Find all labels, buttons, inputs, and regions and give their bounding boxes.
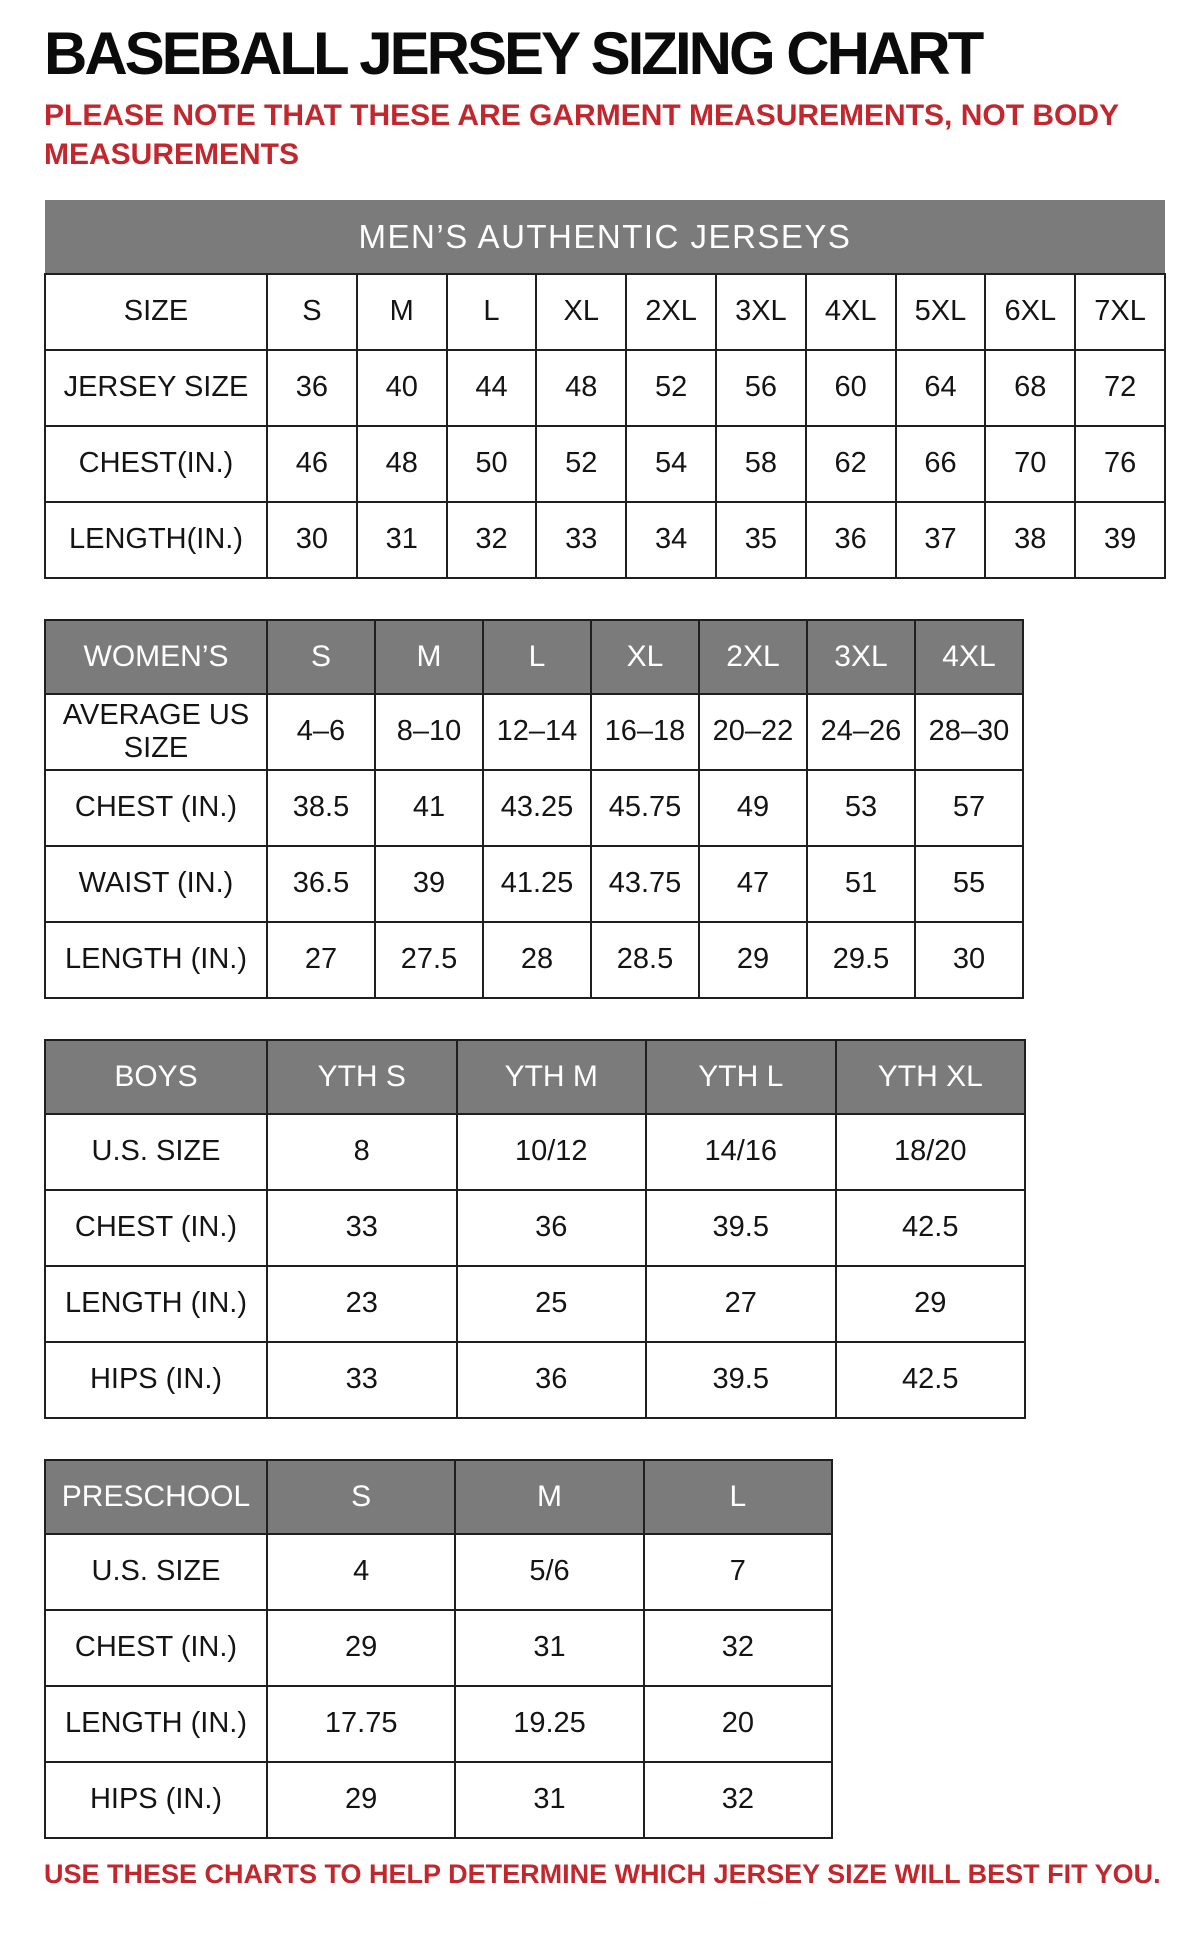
col-header: PRESCHOOL: [45, 1460, 267, 1534]
row-label: SIZE: [45, 274, 267, 350]
col-header: S: [267, 620, 375, 694]
col-header: 3XL: [716, 274, 806, 350]
table-row: [45, 1266, 1025, 1342]
table-cell: 76: [1075, 426, 1165, 502]
table-cell: 28–30: [915, 694, 1023, 770]
table-cell: 66: [896, 426, 986, 502]
table-cell: 27.5: [375, 922, 483, 998]
table-cell: 36: [457, 1190, 647, 1266]
table-cell: 10/12: [457, 1114, 647, 1190]
note-text: PLEASE NOTE THAT THESE ARE GARMENT MEASUREMENTS, NOT BODY MEASUREMENTS: [44, 99, 1119, 171]
col-header: XL: [536, 274, 626, 350]
table-cell: 41: [375, 770, 483, 846]
table-row: [45, 1342, 1025, 1418]
womens-table: [44, 619, 1024, 999]
table-cell: 47: [699, 846, 807, 922]
row-label: CHEST(IN.): [45, 426, 267, 502]
table-cell: 53: [807, 770, 915, 846]
col-header: L: [483, 620, 591, 694]
table-cell: 58: [716, 426, 806, 502]
mens-banner-row: [45, 200, 1165, 274]
col-header: L: [447, 274, 537, 350]
table-cell: 29: [267, 1610, 455, 1686]
col-header: M: [375, 620, 483, 694]
table-cell: 19.25: [455, 1686, 643, 1762]
table-cell: 43.25: [483, 770, 591, 846]
table-cell: 25: [457, 1266, 647, 1342]
table-row: [45, 1534, 832, 1610]
table-cell: 42.5: [836, 1190, 1026, 1266]
table-cell: 44: [447, 350, 537, 426]
table-cell: 8: [267, 1114, 457, 1190]
table-cell: 39.5: [646, 1190, 836, 1266]
col-header: XL: [591, 620, 699, 694]
col-header: S: [267, 274, 357, 350]
table-cell: 46: [267, 426, 357, 502]
table-cell: 39: [375, 846, 483, 922]
col-header: L: [644, 1460, 832, 1534]
row-label: CHEST (IN.): [45, 770, 267, 846]
table-row: [45, 694, 1023, 770]
col-header: M: [357, 274, 447, 350]
table-cell: 68: [985, 350, 1075, 426]
table-cell: 42.5: [836, 1342, 1026, 1418]
table-cell: 31: [455, 1610, 643, 1686]
table-cell: 27: [267, 922, 375, 998]
table-cell: 48: [536, 350, 626, 426]
table-cell: 28: [483, 922, 591, 998]
table-cell: 64: [896, 350, 986, 426]
col-header: 2XL: [626, 274, 716, 350]
table-cell: 55: [915, 846, 1023, 922]
table-cell: 36: [267, 350, 357, 426]
col-header: WOMEN’S: [45, 620, 267, 694]
table-cell: 29.5: [807, 922, 915, 998]
table-cell: 36: [806, 502, 896, 578]
table-cell: 54: [626, 426, 716, 502]
table-cell: 51: [807, 846, 915, 922]
table-cell: 27: [646, 1266, 836, 1342]
col-header: 3XL: [807, 620, 915, 694]
table-cell: 50: [447, 426, 537, 502]
col-header: 5XL: [896, 274, 986, 350]
table-cell: 52: [626, 350, 716, 426]
row-label: LENGTH (IN.): [45, 1686, 267, 1762]
table-cell: 33: [536, 502, 626, 578]
table-cell: 39.5: [646, 1342, 836, 1418]
row-label: AVERAGE US SIZE: [45, 694, 267, 770]
table-cell: 7: [644, 1534, 832, 1610]
table-cell: 29: [699, 922, 807, 998]
row-label: LENGTH(IN.): [45, 502, 267, 578]
table-cell: 14/16: [646, 1114, 836, 1190]
table-row: [45, 274, 1165, 350]
table-cell: 29: [267, 1762, 455, 1838]
col-header: M: [455, 1460, 643, 1534]
table-cell: 37: [896, 502, 986, 578]
col-header: 6XL: [985, 274, 1075, 350]
row-label: LENGTH (IN.): [45, 922, 267, 998]
table-cell: 72: [1075, 350, 1165, 426]
table-row: [45, 1114, 1025, 1190]
boys-header-row: [45, 1040, 1025, 1114]
table-row: [45, 1686, 832, 1762]
mens-banner: MEN’S AUTHENTIC JERSEYS: [45, 200, 1165, 274]
table-cell: 32: [644, 1610, 832, 1686]
row-label: U.S. SIZE: [45, 1534, 267, 1610]
table-row: [45, 426, 1165, 502]
col-header: YTH XL: [836, 1040, 1026, 1114]
col-header: BOYS: [45, 1040, 267, 1114]
preschool-table: [44, 1459, 833, 1839]
row-label: HIPS (IN.): [45, 1342, 267, 1418]
table-cell: 28.5: [591, 922, 699, 998]
table-cell: 18/20: [836, 1114, 1026, 1190]
col-header: YTH L: [646, 1040, 836, 1114]
table-cell: 36.5: [267, 846, 375, 922]
table-cell: 24–26: [807, 694, 915, 770]
table-cell: 49: [699, 770, 807, 846]
col-header: 4XL: [806, 274, 896, 350]
table-cell: 52: [536, 426, 626, 502]
table-row: [45, 846, 1023, 922]
table-cell: 36: [457, 1342, 647, 1418]
row-label: U.S. SIZE: [45, 1114, 267, 1190]
table-cell: 33: [267, 1342, 457, 1418]
table-cell: 31: [357, 502, 447, 578]
table-cell: 31: [455, 1762, 643, 1838]
table-cell: 30: [915, 922, 1023, 998]
table-cell: 20–22: [699, 694, 807, 770]
col-header: 4XL: [915, 620, 1023, 694]
table-cell: 62: [806, 426, 896, 502]
table-cell: 60: [806, 350, 896, 426]
table-cell: 39: [1075, 502, 1165, 578]
table-cell: 12–14: [483, 694, 591, 770]
table-cell: 56: [716, 350, 806, 426]
table-cell: 45.75: [591, 770, 699, 846]
table-cell: 4: [267, 1534, 455, 1610]
table-row: [45, 1610, 832, 1686]
table-cell: 17.75: [267, 1686, 455, 1762]
col-header: YTH S: [267, 1040, 457, 1114]
table-cell: 5/6: [455, 1534, 643, 1610]
mens-table: [44, 200, 1166, 579]
table-cell: 4–6: [267, 694, 375, 770]
table-cell: 32: [644, 1762, 832, 1838]
table-cell: 34: [626, 502, 716, 578]
table-cell: 23: [267, 1266, 457, 1342]
table-cell: 57: [915, 770, 1023, 846]
row-label: JERSEY SIZE: [45, 350, 267, 426]
table-cell: 38: [985, 502, 1075, 578]
row-label: CHEST (IN.): [45, 1610, 267, 1686]
table-cell: 38.5: [267, 770, 375, 846]
row-label: CHEST (IN.): [45, 1190, 267, 1266]
table-row: [45, 502, 1165, 578]
womens-header-row: [45, 620, 1023, 694]
table-cell: 40: [357, 350, 447, 426]
col-header: 2XL: [699, 620, 807, 694]
col-header: YTH M: [457, 1040, 647, 1114]
table-cell: 16–18: [591, 694, 699, 770]
table-cell: 35: [716, 502, 806, 578]
table-cell: 33: [267, 1190, 457, 1266]
table-cell: 20: [644, 1686, 832, 1762]
table-row: [45, 1762, 832, 1838]
table-cell: 70: [985, 426, 1075, 502]
table-cell: 41.25: [483, 846, 591, 922]
table-cell: 29: [836, 1266, 1026, 1342]
table-cell: 32: [447, 502, 537, 578]
footer-text: USE THESE CHARTS TO HELP DETERMINE WHICH JERSEY SIZE WILL BEST FIT YOU.: [44, 1859, 1161, 1889]
table-row: [45, 922, 1023, 998]
row-label: LENGTH (IN.): [45, 1266, 267, 1342]
table-cell: 48: [357, 426, 447, 502]
table-row: [45, 1190, 1025, 1266]
page-title: BASEBALL JERSEY SIZING CHART: [44, 20, 982, 87]
col-header: 7XL: [1075, 274, 1165, 350]
preschool-header-row: [45, 1460, 832, 1534]
row-label: HIPS (IN.): [45, 1762, 267, 1838]
row-label: WAIST (IN.): [45, 846, 267, 922]
table-row: [45, 770, 1023, 846]
table-cell: 30: [267, 502, 357, 578]
col-header: S: [267, 1460, 455, 1534]
table-cell: 8–10: [375, 694, 483, 770]
table-row: [45, 350, 1165, 426]
table-cell: 43.75: [591, 846, 699, 922]
boys-table: [44, 1039, 1026, 1419]
